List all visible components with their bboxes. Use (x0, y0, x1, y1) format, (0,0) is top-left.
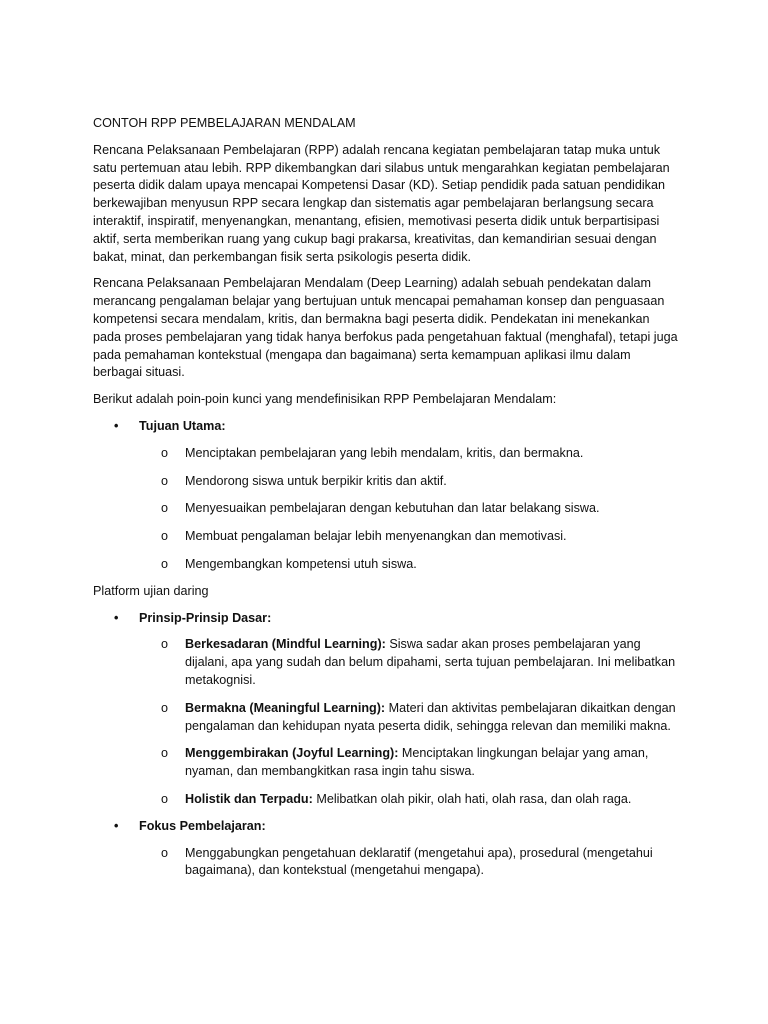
sub-item-text: Menyesuaikan pembelajaran dengan kebutuhan dan latar belakang siswa. (185, 501, 600, 516)
sub-item-text: Membuat pengalaman belajar lebih menyenangkan dan memotivasi. (185, 529, 567, 544)
sub-marker: o (161, 529, 169, 544)
sub-marker: o (161, 746, 169, 761)
sub-item-text: Mendorong siswa untuk berpikir kritis dan aktif. (185, 473, 447, 488)
sub-marker: o (161, 445, 169, 460)
sub-list-item (139, 745, 681, 781)
sub-list-item (139, 845, 681, 881)
intro-paragraph-rpp: Rencana Pelaksanaan Pembelajaran (RPP) adalah rencana kegiatan pembelajaran tatap muka untuk satu pertemuan atau lebih. RPP dikembangkan dari silabus untuk mengarahkan kegiatan pembelajaran peserta didik dalam upaya mencapai Kompetensi Dasar (KD). Setiap pendidik pada satuan pendidikan berkewajiban menyusun RPP secara lengkap dan sistematis agar pembelajaran berlangsung secara interaktif, inspiratif, menyenangkan, menantang, efisien, memotivasi peserta didik untuk berpartisipasi aktif, serta memberikan ruang yang cukup bagi prakarsa, kreativitas, dan kemandirian sesuai dengan bakat, minat, dan perkembangan fisik serta psikologis peserta didik. (93, 142, 670, 264)
bullet-item-tujuan-utama (93, 418, 681, 574)
sub-list-item (139, 700, 681, 736)
sub-list-item (139, 791, 681, 809)
sub-list (139, 445, 681, 574)
sub-item-text: Mengembangkan kompetensi utuh siswa. (185, 556, 417, 571)
sub-marker: o (161, 556, 169, 571)
sub-item-term: Holistik dan Terpadu: (185, 791, 313, 806)
sub-item-term: Bermakna (Meaningful Learning): (185, 700, 386, 715)
sub-item-text: Siswa sadar akan proses pembelajaran yang dijalani, apa yang sudah dan belum dipahami, serta tujuan pembelajaran. Ini melibatkan metakognisi. (185, 637, 676, 687)
bullet-marker: • (114, 818, 119, 833)
sub-list (139, 845, 681, 881)
bullet-list-goals (93, 418, 681, 574)
key-points-lead: Berikut adalah poin-poin kunci yang mendefinisikan RPP Pembelajaran Mendalam: (93, 392, 557, 407)
sub-item-text: Melibatkan olah pikir, olah hati, olah rasa, dan olah raga. (312, 791, 632, 806)
document-body (93, 115, 681, 889)
sub-list (139, 636, 681, 808)
sub-item-term: Menggembirakan (Joyful Learning): (185, 746, 399, 761)
sub-item-term: Berkesadaran (Mindful Learning): (185, 637, 386, 652)
bullet-list-principles (93, 610, 681, 881)
sub-list-item (139, 500, 681, 518)
sub-marker: o (161, 845, 169, 860)
sub-item-text: Menciptakan pembelajaran yang lebih mendalam, kritis, dan bermakna. (185, 445, 584, 460)
intro-paragraph-deep-learning: Rencana Pelaksanaan Pembelajaran Mendalam (Deep Learning) adalah sebuah pendekatan dalam merancang pengalaman belajar yang bertujuan untuk mencapai pemahaman konsep dan penguasaan kompetensi secara mendalam, kritis, dan bermakna bagi peserta didik. Pendekatan ini menekankan pada proses pembelajaran yang tidak hanya berfokus pada pengetahuan faktual (menghafal), tetapi juga pada pemahaman kontekstual (mengapa dan bagaimana) serta kemampuan aplikasi ilmu dalam berbagai situasi. (93, 276, 678, 380)
bullet-marker: • (114, 418, 119, 433)
sub-list-item (139, 473, 681, 491)
sub-list-item (139, 636, 681, 689)
bullet-marker: • (114, 610, 119, 625)
sub-item-text: Materi dan aktivitas pembelajaran dikaitkan dengan pengalaman dan kehidupan nyata peserta didik, sehingga relevan dan memiliki makna. (185, 700, 676, 733)
bullet-label: Prinsip-Prinsip Dasar: (139, 610, 272, 625)
sub-marker: o (161, 501, 169, 516)
sub-list-item (139, 528, 681, 546)
sub-marker: o (161, 473, 169, 488)
sub-item-text: Menciptakan lingkungan belajar yang aman, nyaman, dan membangkitkan rasa ingin tahu siswa. (185, 746, 649, 779)
sub-item-text: Menggabungkan pengetahuan deklaratif (mengetahui apa), prosedural (mengetahui bagaimana), dan kontekstual (mengetahui mengapa). (185, 845, 653, 878)
document-title: CONTOH RPP PEMBELAJARAN MENDALAM (93, 116, 356, 130)
sub-marker: o (161, 637, 169, 652)
bullet-item-prinsip-dasar (93, 610, 681, 809)
interstitial-text: Platform ujian daring (93, 583, 209, 598)
bullet-label: Fokus Pembelajaran: (139, 818, 266, 833)
bullet-label: Tujuan Utama: (139, 418, 226, 433)
sub-list-item (139, 445, 681, 463)
sub-marker: o (161, 791, 169, 806)
sub-marker: o (161, 700, 169, 715)
bullet-item-fokus-pembelajaran (93, 818, 681, 880)
sub-list-item (139, 556, 681, 574)
